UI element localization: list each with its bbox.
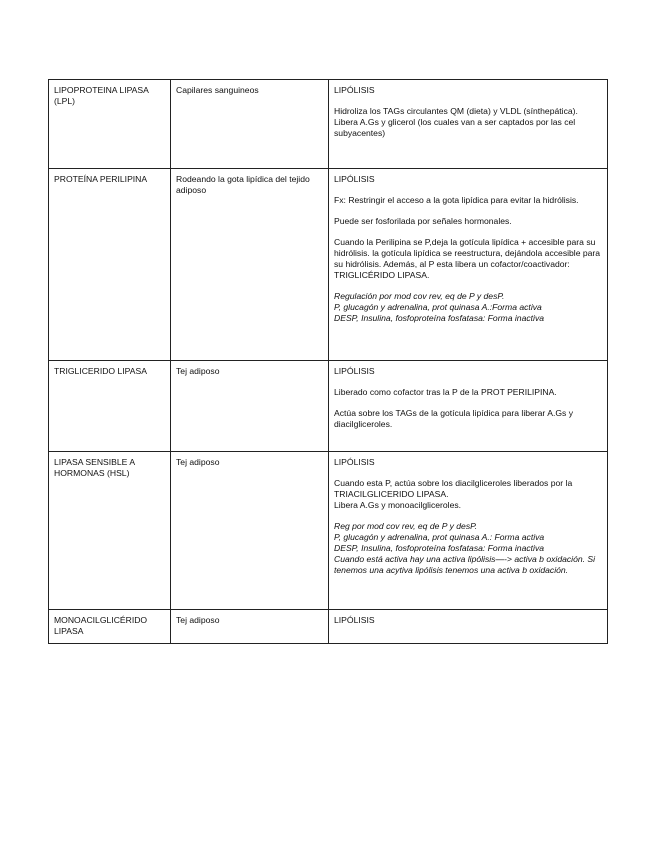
enzyme-cell: LIPASA SENSIBLE A HORMONAS (HSL) [49,452,171,610]
section-heading: LIPÓLISIS [334,366,375,376]
text-line: P, glucagón y adrenalina, prot quinasa A.: Forma activa [334,532,545,542]
section-heading: LIPÓLISIS [334,457,375,467]
location-cell: Capilares sanguineos [171,80,329,169]
text-line: Puede ser fosforilada por señales hormonales. [334,216,512,226]
text-line: Hidroliza los TAGs circulantes QM (dieta) y VLDL (sínthepática). [334,106,578,116]
paragraph [334,237,602,281]
description-cell [329,452,608,610]
section-heading: LIPÓLISIS [334,85,375,95]
table-row [49,610,608,644]
location-cell: Tej adiposo [171,452,329,610]
text-line: Actúa sobre los TAGs de la gotícula lipídica para liberar A.Gs y diacilgliceroles. [334,408,573,429]
description-cell [329,80,608,169]
text-line: DESP, Insulina, fosfoproteína fosfatasa: Forma inactiva [334,313,545,323]
table-row [49,361,608,452]
enzyme-cell: PROTEÍNA PERILIPINA [49,169,171,361]
enzyme-cell: TRIGLICERIDO LIPASA [49,361,171,452]
description-cell [329,169,608,361]
paragraph-italic [334,291,602,324]
text-line: Libera A.Gs y monoacilgliceroles. [334,500,462,510]
location-cell: Tej adiposo [171,361,329,452]
paragraph [334,387,602,398]
table-row [49,452,608,610]
enzyme-cell: LIPOPROTEINA LIPASA (LPL) [49,80,171,169]
paragraph-italic [334,521,602,576]
table-row [49,80,608,169]
location-cell: Rodeando la gota lipídica del tejido adiposo [171,169,329,361]
text-line: Reg por mod cov rev, eq de P y desP. [334,521,478,531]
text-line: Cuando esta P, actúa sobre los diacilgliceroles liberados por la TRIACILGLICERIDO LIPASA. [334,478,573,499]
paragraph [334,478,602,511]
text-line: Liberado como cofactor tras la P de la PROT PERILIPINA. [334,387,557,397]
text-line: DESP, Insulina, fosfoproteína fosfatasa: Forma inactiva [334,543,545,553]
text-line: Cuando la Perilipina se P,deja la gotícula lipídica + accesible para su hidrólisis. la gotícula lipídica se reestructura, dejándola accesible para su hidrólisis. Además, al P esta libera un cofactor/coactivador: TRIGLICÉRIDO LIPASA. [334,237,601,280]
description-cell [329,361,608,452]
text-line: Regulación por mod cov rev, eq de P y desP. [334,291,505,301]
table-row [49,169,608,361]
location-cell: Tej adiposo [171,610,329,644]
paragraph [334,195,602,206]
description-cell [329,610,608,644]
text-line: Fx: Restringir el acceso a la gota lipídica para evitar la hidrólisis. [334,195,579,205]
paragraph [334,106,602,139]
table-body [49,80,608,644]
lipolysis-enzyme-table [48,79,608,644]
text-line: Libera A.Gs y glicerol (los cuales van a ser captados por las cel subyacentes) [334,117,576,138]
text-line: P, glucagón y adrenalina, prot quinasa A.:Forma activa [334,302,542,312]
section-heading: LIPÓLISIS [334,615,375,625]
enzyme-cell: MONOACILGLICÉRIDO LIPASA [49,610,171,644]
paragraph [334,216,602,227]
section-heading: LIPÓLISIS [334,174,375,184]
paragraph [334,408,602,430]
text-line: Cuando está activa hay una activa lipólisis—-> activa b oxidación. Si tenemos una acytiva lipólisis tenemos una activa b oxidación. [334,554,596,575]
